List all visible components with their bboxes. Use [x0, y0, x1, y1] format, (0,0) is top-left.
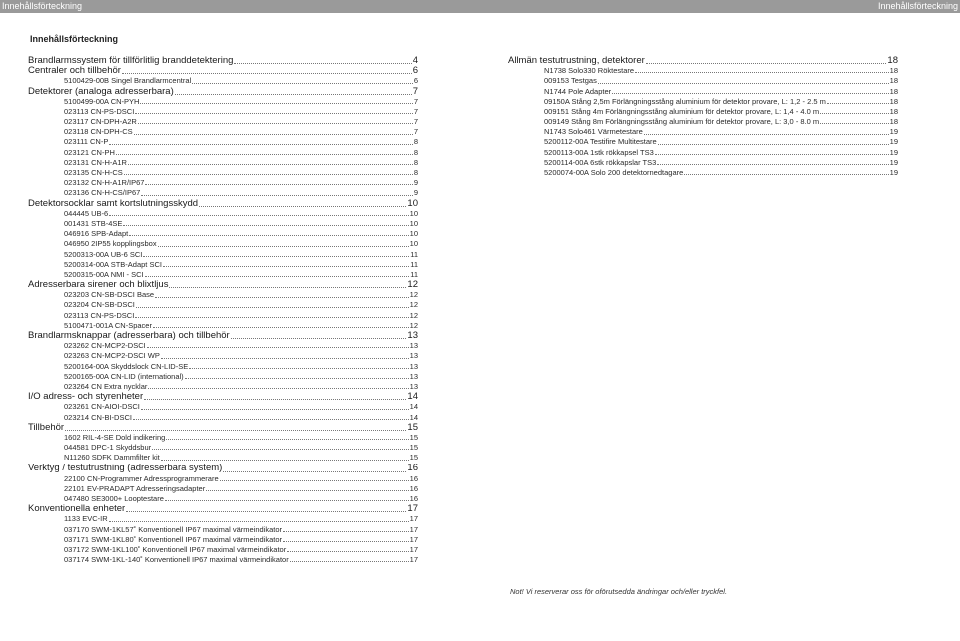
toc-item-entry[interactable] — [28, 351, 418, 361]
toc-entry-text: 22100 CN-Programmer Adressprogrammerare — [64, 473, 219, 483]
toc-item-entry[interactable] — [28, 413, 418, 423]
toc-page-number: 14 — [407, 392, 418, 403]
dot-leader — [206, 490, 408, 491]
toc-section-entry[interactable] — [28, 66, 418, 76]
dot-leader — [161, 460, 409, 461]
toc-item-entry[interactable] — [28, 209, 418, 219]
toc-page-number: 10 — [409, 208, 418, 218]
toc-page-number: 15 — [409, 453, 418, 463]
toc-item-entry[interactable] — [28, 433, 418, 443]
toc-item-entry[interactable] — [28, 484, 418, 494]
toc-entry-text: 044445 UB-6 — [64, 208, 109, 218]
toc-page-number: 14 — [409, 412, 418, 422]
toc-page-number: 12 — [409, 310, 418, 320]
toc-item-entry[interactable] — [508, 87, 898, 97]
toc-item-entry[interactable] — [28, 219, 418, 229]
toc-section-entry[interactable] — [28, 464, 418, 474]
dot-leader — [109, 521, 409, 522]
dot-leader — [140, 103, 412, 104]
toc-entry-text: Verktyg / testutrustning (adresserbara system) — [28, 463, 223, 474]
dot-leader — [290, 561, 409, 562]
toc-entry-text: 023118 CN-DPH-CS — [64, 127, 133, 137]
dot-leader — [153, 327, 409, 328]
toc-page-number: 7 — [413, 117, 418, 127]
toc-entry-text: 023203 CN-SB-DSCI Base — [64, 290, 155, 300]
toc-entry-text: 023214 CN-BI-DSCI — [64, 412, 132, 422]
toc-page-number: 12 — [409, 320, 418, 330]
dot-leader — [684, 174, 888, 175]
toc-item-entry[interactable] — [28, 250, 418, 260]
dot-leader — [827, 103, 889, 104]
dot-leader — [635, 72, 889, 73]
header-right-title: Innehållsförteckning — [877, 1, 958, 11]
dot-leader — [143, 256, 409, 257]
dot-leader — [134, 134, 413, 135]
dot-leader — [223, 471, 406, 472]
toc-entry-text: 023113 CN-PS-DSCI — [64, 310, 135, 320]
toc-item-entry[interactable] — [28, 229, 418, 239]
dot-leader — [124, 174, 413, 175]
disclaimer-note: Not! Vi reserverar oss för oförutsedda ändringar och/eller tryckfel. — [510, 587, 728, 596]
toc-item-entry[interactable] — [508, 138, 898, 148]
toc-item-entry[interactable] — [28, 239, 418, 249]
toc-item-entry[interactable] — [28, 474, 418, 484]
toc-section-entry[interactable] — [508, 56, 898, 66]
toc-item-entry[interactable] — [28, 535, 418, 545]
toc-page-number: 18 — [889, 96, 898, 106]
toc-page-number: 15 — [409, 432, 418, 442]
toc-item-entry[interactable] — [28, 301, 418, 311]
toc-entry-text: 1133 EVC-IR — [64, 514, 108, 524]
toc-page-number: 18 — [887, 56, 898, 66]
toc-entry-text: 023111 CN-P — [64, 137, 109, 147]
toc-page-number: 16 — [409, 494, 418, 504]
toc-item-entry[interactable] — [28, 494, 418, 504]
toc-section-entry[interactable] — [28, 280, 418, 290]
toc-item-entry[interactable] — [508, 127, 898, 137]
toc-item-entry[interactable] — [28, 341, 418, 351]
toc-entry-text: N1743 Solo461 Värmetestare — [544, 127, 643, 137]
toc-entry-text: 009149 Stång 8m Förlängningsstång aluminium för detektor provare, L: 3,0 - 8.0 m — [544, 117, 820, 127]
dot-leader — [141, 195, 413, 196]
toc-page-number: 17 — [409, 534, 418, 544]
dot-leader — [155, 297, 409, 298]
toc-entry-text: 1602 RIL-4-SE Dold indikering — [64, 432, 166, 442]
dot-leader — [199, 206, 406, 207]
toc-item-entry[interactable] — [508, 117, 898, 127]
toc-entry-text: Adresserbara sirener och blixtljus — [28, 280, 169, 291]
toc-page-number: 13 — [409, 351, 418, 361]
toc-page-number: 13 — [409, 371, 418, 381]
dot-leader — [657, 164, 888, 165]
toc-entry-text: Detektorer (analoga adresserbara) — [28, 86, 174, 97]
toc-entry-text: 046916 SPB-Adapt — [64, 229, 129, 239]
toc-page-number: 19 — [889, 127, 898, 137]
toc-entry-text: 023131 CN-H-A1R — [64, 157, 127, 167]
dot-leader — [141, 409, 409, 410]
toc-page-number: 17 — [409, 555, 418, 565]
dot-leader — [175, 94, 412, 95]
toc-entry-text: Brandlarmssystem för tillförlitlig branddetektering — [28, 56, 234, 66]
toc-item-entry[interactable] — [28, 138, 418, 148]
dot-leader — [122, 73, 412, 74]
toc-page-number: 10 — [409, 229, 418, 239]
dot-leader — [820, 113, 889, 114]
toc-entry-text: 5200112-00A Testifire Multitestare — [544, 137, 657, 147]
toc-entry-text: 046950 2IP55 kopplingsbox — [64, 239, 157, 249]
dot-leader — [116, 154, 413, 155]
toc-entry-text: 5200113-00A 1stk rökkapsel TS3 — [544, 147, 654, 157]
toc-page-number: 7 — [413, 106, 418, 116]
toc-page-number: 17 — [407, 504, 418, 515]
toc-page-number: 4 — [412, 56, 418, 66]
toc-page-number: 18 — [889, 117, 898, 127]
toc-page-number: 17 — [409, 524, 418, 534]
toc-entry-text: 009153 Testgas — [544, 76, 597, 86]
toc-page-number: 7 — [412, 86, 418, 97]
toc-item-entry[interactable] — [28, 382, 418, 392]
toc-page-number: 13 — [409, 382, 418, 391]
toc-page-number: 12 — [407, 280, 418, 291]
toc-entry-text: 5100471-001A CN-Spacer — [64, 320, 152, 330]
toc-entry-text: 5200315-00A NMI - SCI — [64, 269, 144, 279]
toc-entry-text: Tillbehör — [28, 422, 65, 433]
toc-section-entry[interactable] — [28, 331, 418, 341]
toc-entry-text: 5200114-00A 6stk rökkapslar TS3 — [544, 157, 657, 167]
dot-leader — [655, 154, 889, 155]
toc-section-entry[interactable] — [28, 56, 418, 66]
toc-entry-text: 023263 CN-MCP2-DSCI WP — [64, 351, 160, 361]
dot-leader — [123, 225, 408, 226]
dot-leader — [147, 347, 409, 348]
toc-page-number: 19 — [889, 157, 898, 167]
toc-page-number: 10 — [409, 239, 418, 249]
toc-item-entry[interactable] — [28, 525, 418, 535]
toc-page-number: 13 — [409, 361, 418, 371]
toc-entry-text: 023262 CN-MCP2-DSCI — [64, 341, 146, 351]
toc-page-number: 19 — [889, 168, 898, 178]
dot-leader — [152, 449, 409, 450]
toc-page-number: 19 — [889, 147, 898, 157]
toc-page-number: 7 — [413, 127, 418, 137]
toc-entry-text: 5200165-00A CN-LID (international) — [64, 371, 184, 381]
toc-entry-text: 023113 CN-PS-DSCI — [64, 106, 135, 116]
toc-entry-text: N1744 Pole Adapter — [544, 86, 612, 96]
toc-item-entry[interactable] — [28, 76, 418, 86]
toc-page-number: 11 — [410, 249, 418, 259]
dot-leader — [144, 399, 406, 400]
toc-entry-text: Konventionella enheter — [28, 504, 126, 515]
dot-leader — [612, 93, 889, 94]
toc-page-number: 8 — [413, 147, 418, 157]
dot-leader — [65, 430, 406, 431]
dot-leader — [283, 541, 409, 542]
toc-section-entry[interactable] — [28, 199, 418, 209]
dot-leader — [128, 164, 413, 165]
dot-leader — [820, 123, 889, 124]
toc-entry-text: I/O adress- och styrenheter — [28, 392, 144, 403]
toc-entry-text: 09150A Stång 2,5m Förlängningsstång aluminium för detektor provare, L: 1,2 - 2.5 m — [544, 96, 826, 106]
toc-item-entry[interactable] — [28, 402, 418, 412]
toc-page-number: 8 — [413, 168, 418, 178]
toc-page-number: 7 — [413, 96, 418, 106]
dot-leader — [658, 144, 889, 145]
toc-item-entry[interactable] — [508, 76, 898, 86]
toc-page-number: 10 — [409, 219, 418, 228]
toc-entry-text: 023135 CN-H-CS — [64, 168, 123, 178]
toc-entry-text: 047480 SE3000+ Looptestare — [64, 494, 164, 504]
dot-leader — [126, 511, 406, 512]
dot-leader — [133, 419, 409, 420]
toc-page-number: 16 — [409, 483, 418, 493]
toc-page-number: 8 — [413, 137, 418, 147]
toc-item-entry[interactable] — [28, 127, 418, 137]
toc-item-entry[interactable] — [508, 97, 898, 107]
toc-item-entry[interactable] — [508, 158, 898, 168]
dot-leader — [646, 63, 887, 64]
toc-entry-text: 037170 SWM-1KL57˚ Konventionell IP67 maximal värmeindikator — [64, 524, 283, 534]
dot-leader — [189, 368, 408, 369]
toc-item-entry[interactable] — [28, 107, 418, 117]
toc-right-column — [508, 56, 898, 178]
toc-item-entry[interactable] — [28, 290, 418, 300]
toc-page-number: 6 — [412, 66, 418, 77]
dot-leader — [644, 134, 889, 135]
dot-leader — [163, 266, 409, 267]
toc-page-number: 8 — [413, 157, 418, 167]
dot-leader — [283, 531, 409, 532]
toc-item-entry[interactable] — [28, 311, 418, 321]
dot-leader — [287, 551, 408, 552]
toc-page-number: 6 — [413, 76, 418, 86]
toc-item-entry[interactable] — [28, 158, 418, 168]
toc-item-entry[interactable] — [28, 148, 418, 158]
toc-item-entry[interactable] — [508, 107, 898, 117]
toc-page-number: 19 — [889, 137, 898, 147]
dot-leader — [145, 184, 412, 185]
toc-item-entry[interactable] — [28, 372, 418, 382]
toc-item-entry[interactable] — [28, 321, 418, 331]
toc-item-entry[interactable] — [28, 188, 418, 198]
dot-leader — [185, 378, 409, 379]
toc-page-number: 12 — [409, 290, 418, 300]
toc-entry-text: 023121 CN-PH — [64, 147, 115, 157]
toc-item-entry[interactable] — [28, 362, 418, 372]
dot-leader — [129, 235, 408, 236]
toc-entry-text: 5200164-00A Skyddslock CN-LID-SE — [64, 361, 189, 371]
toc-page-number: 11 — [410, 269, 418, 279]
dot-leader — [135, 113, 413, 114]
dot-leader — [220, 480, 409, 481]
dot-leader — [166, 439, 408, 440]
dot-leader — [109, 144, 412, 145]
toc-item-entry[interactable] — [28, 443, 418, 453]
toc-entry-text: 009151 Stång 4m Förlängningsstång aluminium för detektor provare, L: 1,4 - 4.0 m — [544, 106, 820, 116]
toc-section-entry[interactable] — [28, 423, 418, 433]
toc-entry-text: 044581 DPC-1 Skyddsbur — [64, 443, 152, 453]
toc-page-number: 11 — [410, 259, 418, 269]
dot-leader — [145, 276, 410, 277]
dot-leader — [231, 338, 407, 339]
toc-section-entry[interactable] — [28, 87, 418, 97]
toc-page-number: 18 — [889, 86, 898, 96]
toc-section-entry[interactable] — [28, 504, 418, 514]
toc-page-number: 18 — [889, 66, 898, 76]
dot-leader — [138, 123, 413, 124]
dot-leader — [192, 83, 413, 84]
toc-item-entry[interactable] — [28, 260, 418, 270]
toc-section-entry[interactable] — [28, 392, 418, 402]
toc-page-number: 17 — [409, 514, 418, 524]
toc-page-number: 17 — [409, 545, 418, 554]
toc-page-number: 9 — [413, 178, 418, 188]
toc-entry-text: 023204 CN-SB-DSCI — [64, 300, 135, 310]
toc-item-entry[interactable] — [508, 66, 898, 76]
toc-item-entry[interactable] — [28, 178, 418, 188]
header-bar — [0, 0, 960, 13]
toc-item-entry[interactable] — [28, 270, 418, 280]
toc-page-number: 16 — [409, 473, 418, 483]
toc-page-number: 15 — [407, 422, 418, 433]
toc-entry-text: N11260 SDFK Dammfilter kit — [64, 453, 160, 463]
toc-item-entry[interactable] — [508, 168, 898, 178]
toc-item-entry[interactable] — [28, 117, 418, 127]
toc-entry-text: 5200313-00A UB-6 SCI — [64, 249, 143, 259]
dot-leader — [234, 63, 411, 64]
toc-item-entry[interactable] — [28, 545, 418, 555]
toc-item-entry[interactable] — [28, 514, 418, 524]
toc-entry-text: 5200314-00A STB-Adapt SCI — [64, 259, 162, 269]
toc-entry-text: Allmän testutrustning, detektorer — [508, 56, 645, 66]
dot-leader — [158, 246, 409, 247]
toc-item-entry[interactable] — [28, 453, 418, 463]
dot-leader — [109, 215, 408, 216]
toc-entry-text: Brandlarmsknappar (adresserbara) och tillbehör — [28, 331, 230, 342]
dot-leader — [165, 500, 409, 501]
page-title: Innehållsförteckning — [30, 34, 119, 44]
toc-page-number: 16 — [407, 463, 418, 474]
toc-entry-text: 023261 CN-AIOI-DSCI — [64, 402, 140, 412]
toc-entry-text: 037172 SWM-1KL100˚ Konventionell IP67 maximal värmeindikator — [64, 545, 287, 554]
toc-entry-text: 023132 CN-H-A1R/IP67 — [64, 178, 145, 188]
toc-entry-text: Detektorsocklar samt kortslutningsskydd — [28, 198, 199, 209]
toc-left-column — [28, 56, 418, 565]
toc-item-entry[interactable] — [28, 97, 418, 107]
dot-leader — [169, 287, 406, 288]
toc-entry-text: 023117 CN-DPH-A2R — [64, 117, 137, 127]
toc-entry-text: 037174 SWM-1KL-140˚ Konventionell IP67 maximal värmeindikator — [64, 555, 289, 565]
toc-page-number: 9 — [413, 188, 418, 198]
toc-page-number: 18 — [889, 106, 898, 116]
toc-entry-text: 5100499-00A CN-PYH — [64, 96, 140, 106]
dot-leader — [135, 317, 408, 318]
toc-entry-text: Centraler och tillbehör — [28, 66, 121, 77]
toc-entry-text: 22101 EV-PRADAPT Adresseringsadapter — [64, 483, 206, 493]
toc-page-number: 13 — [407, 331, 418, 342]
toc-item-entry[interactable] — [28, 555, 418, 565]
toc-item-entry[interactable] — [508, 148, 898, 158]
toc-entry-text: 023136 CN-H-CS/IP67 — [64, 188, 141, 198]
dot-leader — [598, 83, 889, 84]
toc-page-number: 10 — [407, 198, 418, 209]
toc-entry-text: 001431 STB-4SE — [64, 219, 123, 228]
toc-entry-text: 5100429-00B Singel Brandlarmcentral — [64, 76, 192, 86]
dot-leader — [136, 307, 409, 308]
header-left-title: Innehållsförteckning — [2, 1, 83, 11]
toc-entry-text: 023264 CN Extra nycklar — [64, 382, 148, 391]
dot-leader — [148, 388, 408, 389]
toc-page-number: 18 — [889, 76, 898, 86]
toc-entry-text: N1738 Solo330 Röktestare — [544, 66, 635, 76]
toc-page-number: 15 — [409, 443, 418, 453]
toc-page-number: 14 — [409, 402, 418, 412]
toc-entry-text: 037171 SWM-1KL80˚ Konventionell IP67 maximal värmeindikator — [64, 534, 283, 544]
dot-leader — [161, 358, 409, 359]
toc-page-number: 12 — [409, 300, 418, 310]
toc-item-entry[interactable] — [28, 168, 418, 178]
toc-entry-text: 5200074-00A Solo 200 detektornedtagare — [544, 168, 684, 178]
toc-page-number: 13 — [409, 341, 418, 351]
